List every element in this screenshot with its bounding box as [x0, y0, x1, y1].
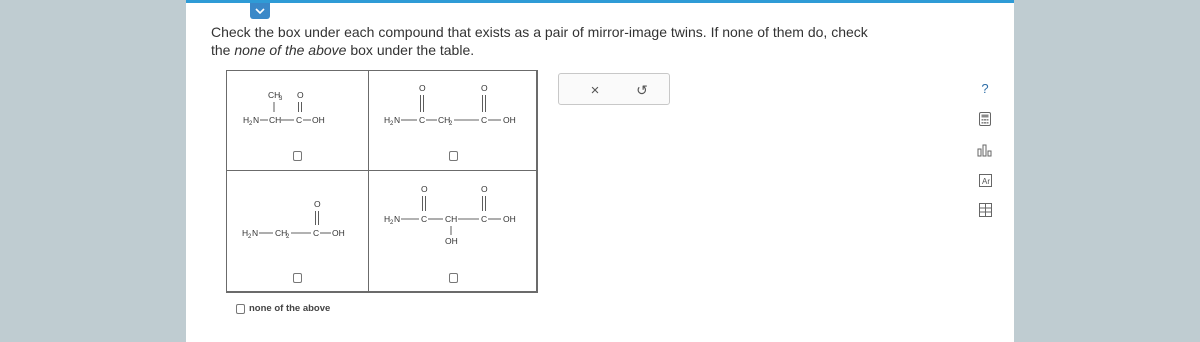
prompt-line-1: Check the box under each compound that exists as a pair of mirror-image twins. If none of them do, check [211, 24, 868, 40]
undo-button[interactable] [633, 81, 651, 99]
svg-text:N: N [253, 115, 260, 125]
reference-icon [979, 203, 992, 217]
compound-table [226, 70, 537, 292]
svg-text:2: 2 [286, 234, 290, 240]
svg-text:O: O [481, 83, 488, 93]
svg-text:2: 2 [449, 121, 453, 127]
checkbox-hydroxy-malonamic-acid[interactable] [449, 273, 458, 283]
checkbox-none-of-the-above[interactable] [236, 304, 245, 314]
compound-cell-glycine [226, 170, 369, 293]
svg-text:2: 2 [249, 121, 253, 127]
answer-toolbar [558, 73, 670, 105]
svg-text:O: O [481, 184, 488, 194]
svg-text:CH: CH [438, 115, 451, 125]
help-button[interactable] [977, 80, 993, 96]
svg-text:OH: OH [445, 236, 458, 246]
question-panel [186, 0, 1014, 342]
reference-button[interactable] [977, 202, 993, 218]
svg-text:C: C [481, 214, 488, 224]
periodic-table-icon [979, 174, 992, 187]
data-button[interactable] [977, 142, 993, 158]
calculator-button[interactable] [977, 111, 993, 127]
svg-text:O: O [314, 199, 321, 209]
svg-text:2: 2 [390, 220, 394, 226]
svg-text:CH: CH [268, 90, 281, 100]
undo-icon: ↺ [636, 81, 648, 98]
svg-text:CH: CH [275, 228, 288, 238]
right-gutter [1014, 0, 1200, 342]
svg-text:H: H [243, 115, 250, 125]
collapse-button[interactable] [250, 3, 270, 19]
svg-text:2: 2 [390, 121, 394, 127]
compound-cell-alanine [226, 70, 369, 171]
svg-text:O: O [419, 83, 426, 93]
svg-text:C: C [313, 228, 320, 238]
data-icon [977, 143, 993, 157]
svg-text:OH: OH [312, 115, 325, 125]
svg-text:OH: OH [503, 115, 516, 125]
none-of-the-above-label: none of the above [249, 303, 331, 314]
clear-button[interactable] [586, 81, 604, 99]
svg-text:3: 3 [279, 96, 283, 102]
question-prompt [211, 23, 981, 59]
svg-text:C: C [481, 115, 488, 125]
svg-text:Ar: Ar [981, 176, 990, 186]
left-gutter [0, 0, 186, 342]
prompt-line-2: the none of the above box under the table. [211, 42, 475, 58]
compound-cell-hydroxy-malonamic-acid [368, 170, 538, 293]
none-of-the-above-option[interactable] [236, 303, 330, 314]
svg-text:H: H [384, 115, 391, 125]
svg-text:H: H [242, 228, 249, 238]
calculator-icon [979, 112, 991, 126]
help-icon: ? [981, 80, 989, 96]
prompt-emphasis: none of the above [234, 42, 347, 58]
svg-text:H: H [384, 214, 391, 224]
svg-text:CH: CH [445, 214, 458, 224]
svg-text:OH: OH [503, 214, 516, 224]
svg-text:OH: OH [332, 228, 345, 238]
svg-text:O: O [421, 184, 428, 194]
svg-text:N: N [394, 115, 401, 125]
svg-text:CH: CH [269, 115, 282, 125]
svg-text:2: 2 [248, 234, 252, 240]
chevron-down-icon [255, 7, 265, 15]
svg-text:C: C [419, 115, 426, 125]
compound-cell-malonamic-acid [368, 70, 538, 171]
svg-text:N: N [252, 228, 259, 238]
svg-text:C: C [421, 214, 428, 224]
svg-text:C: C [296, 115, 303, 125]
close-icon: × [590, 81, 600, 99]
svg-text:O: O [297, 90, 304, 100]
svg-text:N: N [394, 214, 401, 224]
checkbox-alanine[interactable] [293, 151, 302, 161]
checkbox-malonamic-acid[interactable] [449, 151, 458, 161]
checkbox-glycine[interactable] [293, 273, 302, 283]
top-accent-bar [186, 0, 1014, 3]
periodic-table-button[interactable] [977, 172, 993, 188]
